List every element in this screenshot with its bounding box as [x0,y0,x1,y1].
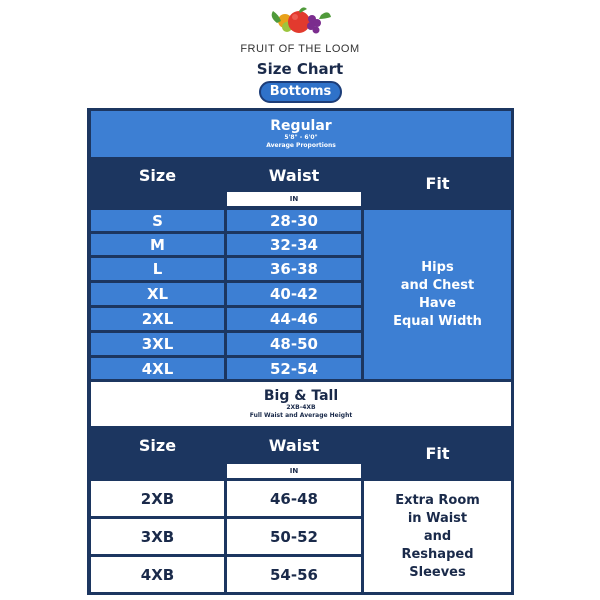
regular-fit-header: Fit [364,160,511,207]
big-tall-size-cell: 2XB [91,481,224,516]
regular-unit-label: IN [227,192,361,206]
regular-waist-cell: 40-42 [227,283,361,305]
regular-size-cell: S [91,210,224,231]
regular-section-header [91,111,511,157]
big-tall-waist-cell: 46-48 [227,481,361,516]
regular-waist-header: Waist [227,160,361,190]
fit-line: Hips [421,259,454,275]
regular-fit-description [364,210,511,379]
big-tall-size-cell: 4XB [91,557,224,592]
regular-height: 5'8" - 6'0" [284,134,318,141]
regular-subtitle: Average Proportions [266,142,336,149]
regular-waist-cell: 44-46 [227,308,361,330]
fruit-logo-icon [263,3,335,41]
big-tall-subtitle: Full Waist and Average Height [249,412,353,419]
regular-waist-cell: 32-34 [227,234,361,255]
fit-line: Sleeves [409,564,466,580]
category-badge: Bottoms [259,81,342,103]
regular-size-cell: 4XL [91,358,224,379]
big-tall-size-header: Size [91,429,224,461]
fit-line: in Waist [407,510,468,526]
big-tall-unit-label: IN [227,464,361,478]
big-tall-fit-header: Fit [364,429,511,478]
regular-size-cell: L [91,258,224,280]
regular-size-header: Size [91,160,224,190]
fit-line: Equal Width [393,313,482,329]
big-tall-section-header [91,382,511,426]
big-tall-fit-description [364,481,511,592]
big-tall-size-cell: 3XB [91,519,224,554]
fit-line: Extra Room [395,492,480,508]
fit-line: and Chest [400,277,475,293]
big-tall-range: 2XB-4XB [286,404,316,411]
big-tall-waist-header: Waist [227,429,361,461]
fit-line: Reshaped [401,546,474,562]
regular-waist-cell: 48-50 [227,333,361,355]
big-tall-waist-cell: 54-56 [227,557,361,592]
regular-waist-cell: 36-38 [227,258,361,280]
big-tall-title: Big & Tall [263,388,339,404]
regular-size-cell: 2XL [91,308,224,330]
fit-line: and [423,528,452,544]
fit-line: Have [419,295,456,311]
regular-size-cell: M [91,234,224,255]
regular-waist-cell: 52-54 [227,358,361,379]
regular-title: Regular [270,118,332,134]
regular-size-cell: 3XL [91,333,224,355]
big-tall-waist-cell: 50-52 [227,519,361,554]
regular-size-cell: XL [91,283,224,305]
brand-name: FRUIT OF THE LOOM [240,43,360,55]
page-title: Size Chart [256,60,344,78]
regular-waist-cell: 28-30 [227,210,361,231]
